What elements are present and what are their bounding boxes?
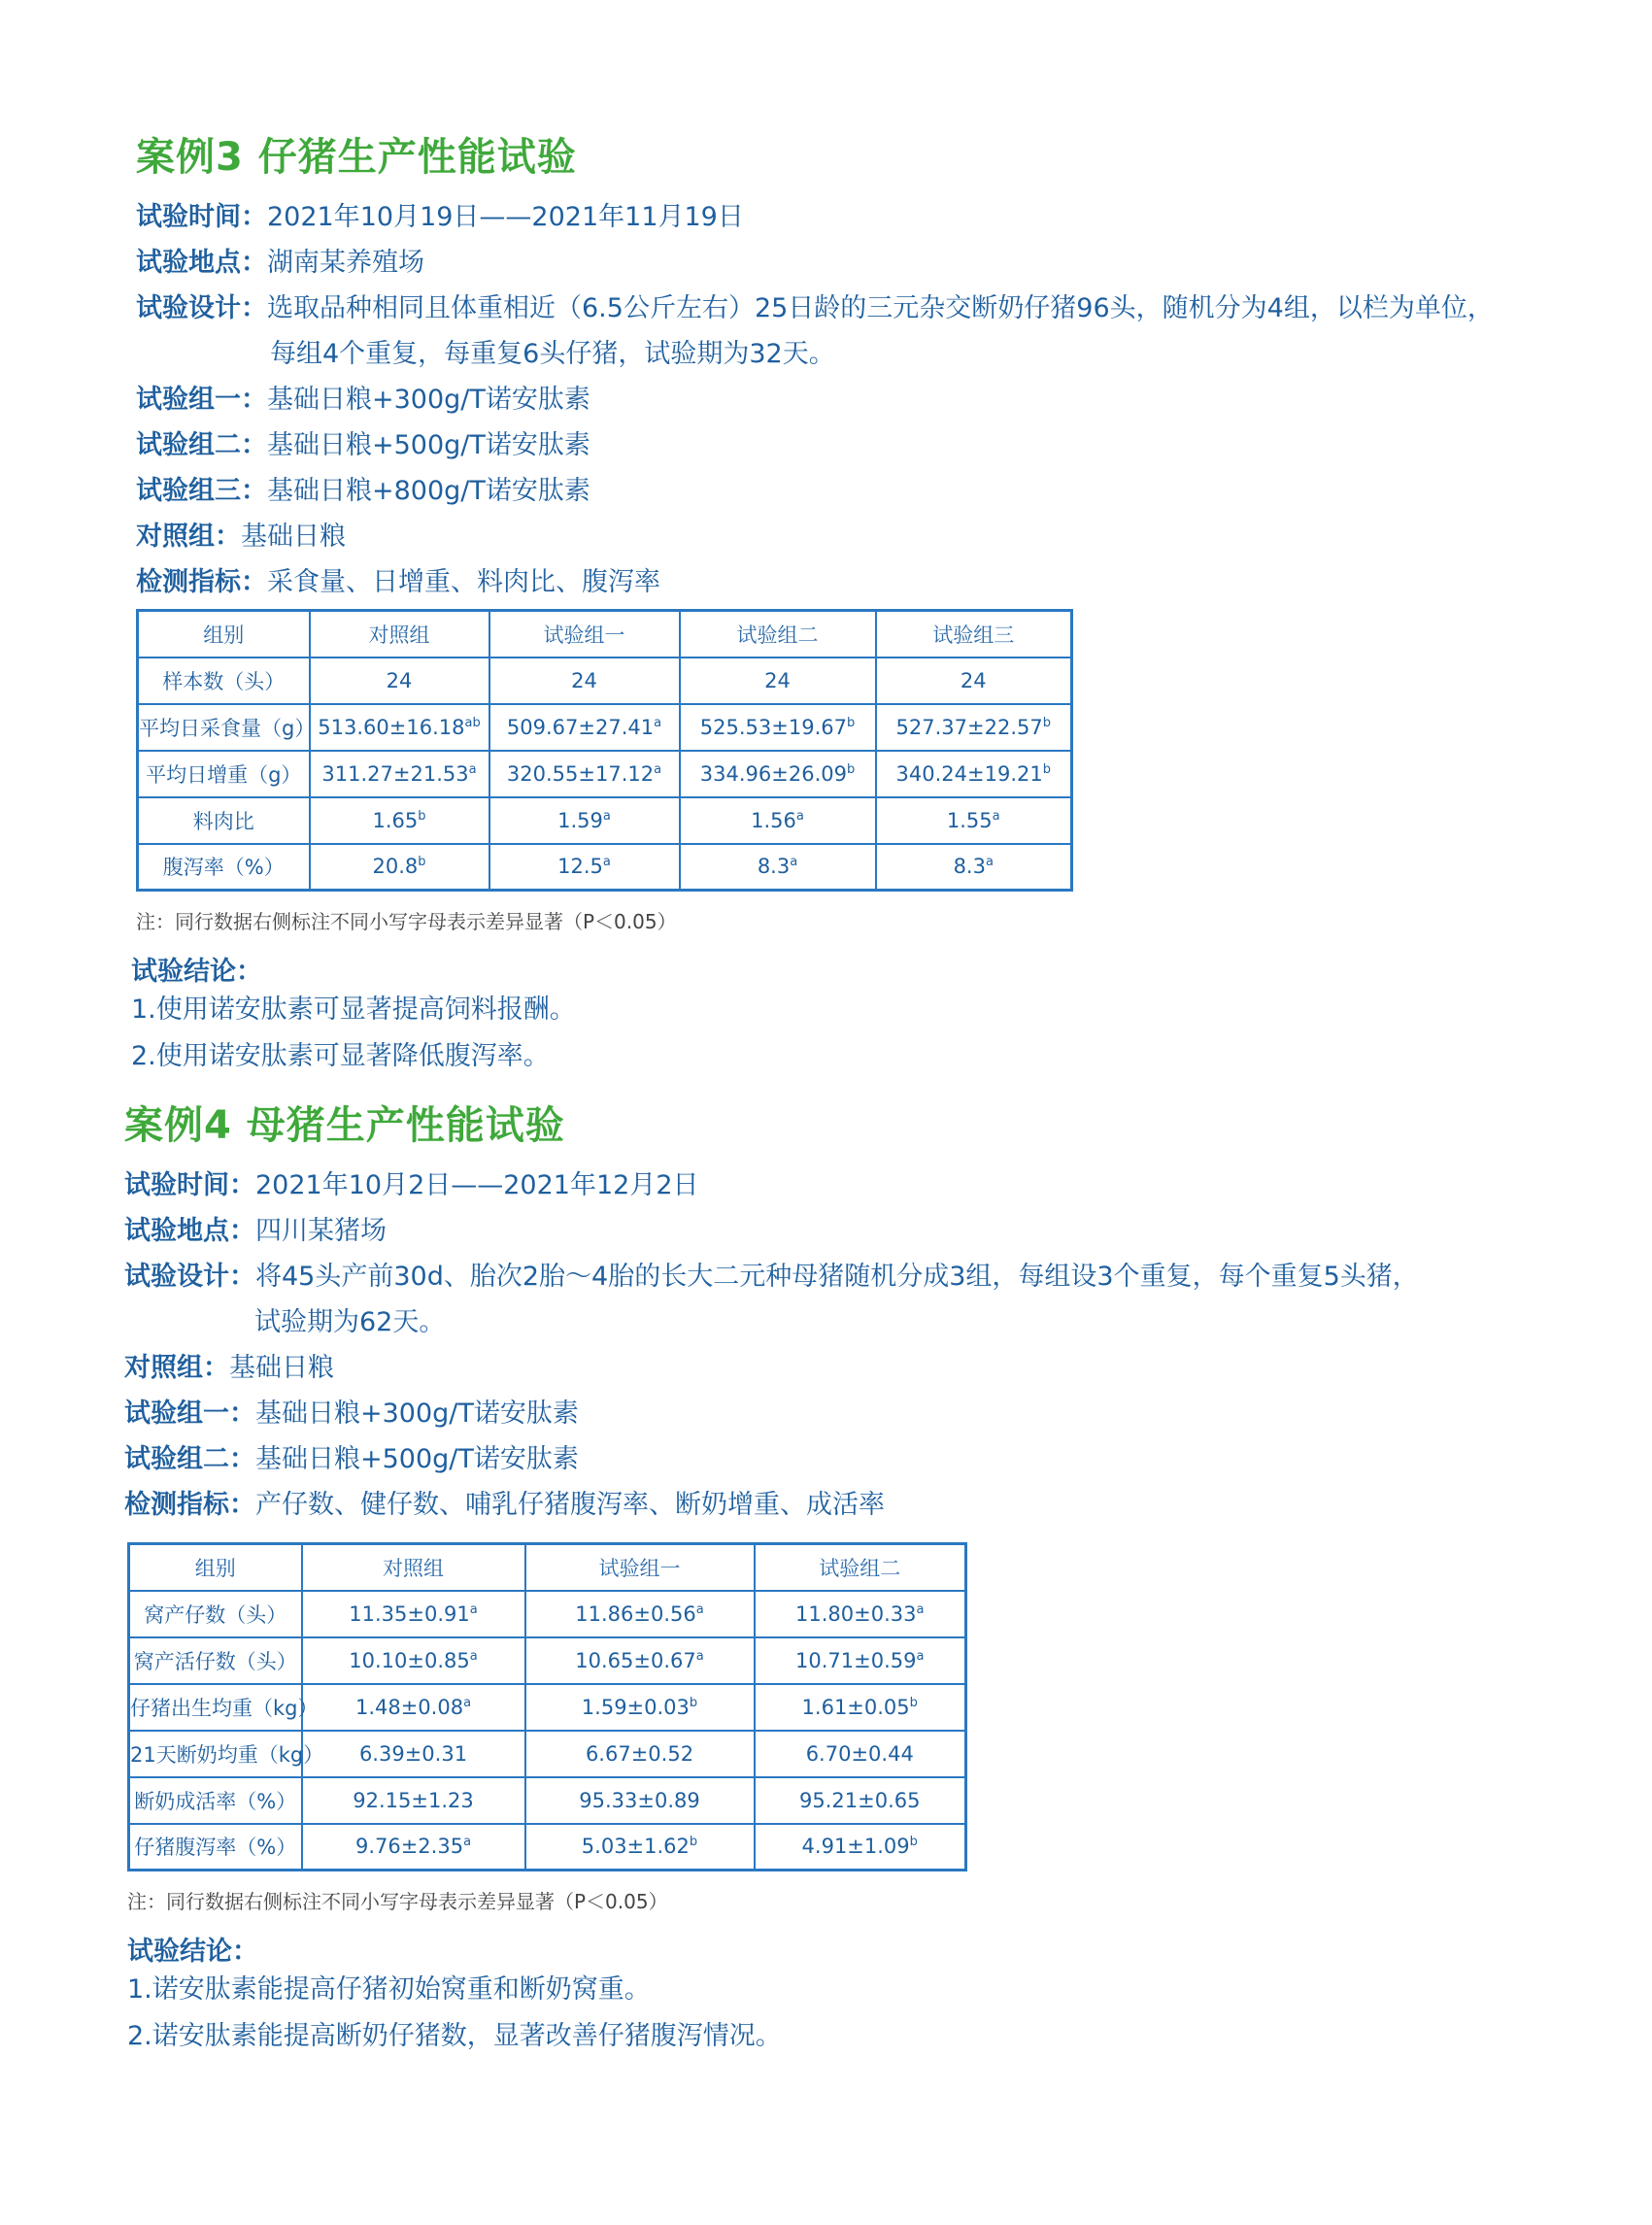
table-row: [138, 657, 1072, 704]
table-cell: 11.86±0.56$^a$: [525, 1591, 755, 1637]
table-cell: 5.03±1.62$^b$: [525, 1824, 755, 1871]
info-key: 试验时间：: [136, 202, 267, 232]
table-cell: 10.71±0.59$^a$: [755, 1637, 966, 1684]
info-value: 将45头产前30d、胎次2胎～4胎的长大二元种母猪随机分成3组，每组设3个重复，每个重复5头猪，: [255, 1262, 1419, 1292]
row-label: 断奶成活率（%）: [129, 1777, 302, 1824]
table-cell: 1.59$^a$: [489, 797, 680, 844]
info-key: 试验时间：: [124, 1170, 255, 1200]
case4-conclusion-item: 1.诺安肽素能提高仔猪初始窝重和断奶窝重。: [127, 1974, 651, 2005]
table-cell: 1.59±0.03$^b$: [525, 1684, 755, 1731]
case3-info-time: [136, 201, 744, 234]
info-key: 检测指标：: [136, 567, 267, 597]
info-value: 基础日粮: [229, 1353, 334, 1383]
table-cell: 6.39±0.31: [302, 1731, 525, 1777]
info-key: 试验地点：: [136, 248, 267, 278]
info-value: 2021年10月2日——2021年12月2日: [255, 1170, 699, 1200]
table-row: [138, 844, 1072, 891]
table-header-cell: 试验组二: [755, 1544, 966, 1591]
case4-info-design-cont: 试验期为62天。: [254, 1307, 446, 1337]
row-label: 仔猪腹泻率（%）: [129, 1824, 302, 1871]
table-cell: 95.33±0.89: [525, 1777, 755, 1824]
info-key: 对照组：: [124, 1353, 229, 1383]
table-header-cell: 试验组一: [489, 611, 680, 657]
case3-info-design-cont: 每组4个重复，每重复6头仔猪，试验期为32天。: [270, 339, 835, 369]
case3-info-metrics: [136, 566, 660, 599]
table-cell: 6.70±0.44: [755, 1731, 966, 1777]
info-value: 湖南某养殖场: [267, 248, 424, 278]
table-cell: 1.55$^a$: [876, 797, 1072, 844]
case4-conclusion-title: 试验结论：: [127, 1937, 258, 1967]
case4-info-metrics: [124, 1489, 885, 1522]
info-value: 采食量、日增重、料肉比、腹泻率: [267, 567, 660, 597]
table-header-cell: 对照组: [302, 1544, 525, 1591]
table-cell: 10.65±0.67$^a$: [525, 1637, 755, 1684]
table-header-cell: 试验组三: [876, 611, 1072, 657]
case4-info-group1: [124, 1398, 579, 1431]
row-label: 平均日采食量（g）: [138, 704, 310, 751]
case3-conclusion-item: 2.使用诺安肽素可显著降低腹泻率。: [131, 1041, 550, 1071]
info-value: 基础日粮: [241, 522, 346, 552]
case3-title: 案例3 仔猪生产性能试验: [136, 135, 577, 180]
case3-info-location: [136, 247, 424, 280]
table-cell: 1.61±0.05$^b$: [755, 1684, 966, 1731]
case4-info-group2: [124, 1443, 579, 1476]
table-row: [138, 751, 1072, 797]
case4-results-table: [127, 1542, 967, 1871]
case4-note: 注：同行数据右侧标注不同小写字母表示差异显著（P＜0.05）: [127, 1890, 668, 1913]
case4-title: 案例4 母猪生产性能试验: [124, 1103, 565, 1148]
info-key: 试验组二：: [124, 1444, 255, 1474]
table-cell: 1.56$^a$: [680, 797, 876, 844]
table-cell: 311.27±21.53$^a$: [310, 751, 489, 797]
case3-info-group1: [136, 384, 590, 417]
table-cell: 1.48±0.08$^a$: [302, 1684, 525, 1731]
table-row: [129, 1684, 966, 1731]
case3-note: 注：同行数据右侧标注不同小写字母表示差异显著（P＜0.05）: [136, 910, 677, 933]
table-cell: 9.76±2.35$^a$: [302, 1824, 525, 1871]
row-label: 窝产仔数（头）: [129, 1591, 302, 1637]
info-key: 试验组二：: [136, 430, 267, 460]
table-row: [129, 1637, 966, 1684]
table-row: [129, 1731, 966, 1777]
info-value: 选取品种相同且体重相近（6.5公斤左右）25日龄的三元杂交断奶仔猪96头，随机分为4组，以栏为单位，: [267, 293, 1494, 323]
table-row: [138, 797, 1072, 844]
table-cell: 1.65$^b$: [310, 797, 489, 844]
table-cell: 6.67±0.52: [525, 1731, 755, 1777]
table-cell: 8.3$^a$: [876, 844, 1072, 891]
table-cell: 11.35±0.91$^a$: [302, 1591, 525, 1637]
info-value: 基础日粮+800g/T诺安肽素: [267, 476, 590, 506]
case4-info-location: [124, 1215, 387, 1248]
case3-info-control: [136, 521, 346, 554]
case3-conclusion-title: 试验结论：: [131, 957, 262, 987]
table-cell: 24: [310, 657, 489, 704]
table-cell: 24: [489, 657, 680, 704]
table-header-cell: 组别: [129, 1544, 302, 1591]
table-cell: 12.5$^a$: [489, 844, 680, 891]
table-row: [129, 1824, 966, 1871]
table-cell: 20.8$^b$: [310, 844, 489, 891]
case3-conclusion-item: 1.使用诺安肽素可显著提高饲料报酬。: [131, 995, 576, 1025]
table-header-row: [138, 611, 1072, 657]
info-key: 试验组一：: [136, 385, 267, 415]
table-cell: 509.67±27.41$^a$: [489, 704, 680, 751]
table-cell: 92.15±1.23: [302, 1777, 525, 1824]
info-value: 产仔数、健仔数、哺乳仔猪腹泻率、断奶增重、成活率: [255, 1490, 885, 1520]
table-cell: 24: [876, 657, 1072, 704]
table-cell: 525.53±19.67$^b$: [680, 704, 876, 751]
table-cell: 95.21±0.65: [755, 1777, 966, 1824]
info-key: 检测指标：: [124, 1490, 255, 1520]
table-header-cell: 试验组二: [680, 611, 876, 657]
table-cell: 527.37±22.57$^b$: [876, 704, 1072, 751]
case3-info-design: [136, 292, 1494, 325]
info-value: 四川某猪场: [255, 1216, 387, 1246]
info-key: 试验组三：: [136, 476, 267, 506]
table-cell: 4.91±1.09$^b$: [755, 1824, 966, 1871]
table-cell: 11.80±0.33$^a$: [755, 1591, 966, 1637]
case4-info-control: [124, 1352, 334, 1385]
case3-info-group2: [136, 429, 590, 462]
table-row: [129, 1777, 966, 1824]
info-value: 基础日粮+300g/T诺安肽素: [255, 1399, 579, 1429]
row-label: 仔猪出生均重（kg）: [129, 1684, 302, 1731]
row-label: 窝产活仔数（头）: [129, 1637, 302, 1684]
info-value: 基础日粮+500g/T诺安肽素: [267, 430, 590, 460]
row-label: 料肉比: [138, 797, 310, 844]
case4-conclusion-item: 2.诺安肽素能提高断奶仔猪数，显著改善仔猪腹泻情况。: [127, 2021, 782, 2051]
row-label: 21天断奶均重（kg）: [129, 1731, 302, 1777]
info-key: 试验设计：: [136, 293, 267, 323]
info-key: 对照组：: [136, 522, 241, 552]
row-label: 样本数（头）: [138, 657, 310, 704]
table-cell: 513.60±16.18$^{ab}$: [310, 704, 489, 751]
info-key: 试验地点：: [124, 1216, 255, 1246]
table-cell: 340.24±19.21$^b$: [876, 751, 1072, 797]
info-value: 基础日粮+500g/T诺安肽素: [255, 1444, 579, 1474]
table-header-cell: 试验组一: [525, 1544, 755, 1591]
row-label: 腹泻率（%）: [138, 844, 310, 891]
info-key: 试验组一：: [124, 1399, 255, 1429]
table-row: [129, 1591, 966, 1637]
row-label: 平均日增重（g）: [138, 751, 310, 797]
table-row: [138, 704, 1072, 751]
table-cell: 10.10±0.85$^a$: [302, 1637, 525, 1684]
case3-results-table: [136, 609, 1073, 892]
info-value: 2021年10月19日——2021年11月19日: [267, 202, 744, 232]
table-header-cell: 对照组: [310, 611, 489, 657]
table-header-cell: 组别: [138, 611, 310, 657]
case4-info-design: [124, 1261, 1419, 1294]
table-cell: 320.55±17.12$^a$: [489, 751, 680, 797]
table-cell: 334.96±26.09$^b$: [680, 751, 876, 797]
case4-info-time: [124, 1169, 699, 1202]
case3-info-group3: [136, 475, 590, 508]
table-cell: 24: [680, 657, 876, 704]
info-key: 试验设计：: [124, 1262, 255, 1292]
info-value: 基础日粮+300g/T诺安肽素: [267, 385, 590, 415]
table-header-row: [129, 1544, 966, 1591]
table-cell: 8.3$^a$: [680, 844, 876, 891]
